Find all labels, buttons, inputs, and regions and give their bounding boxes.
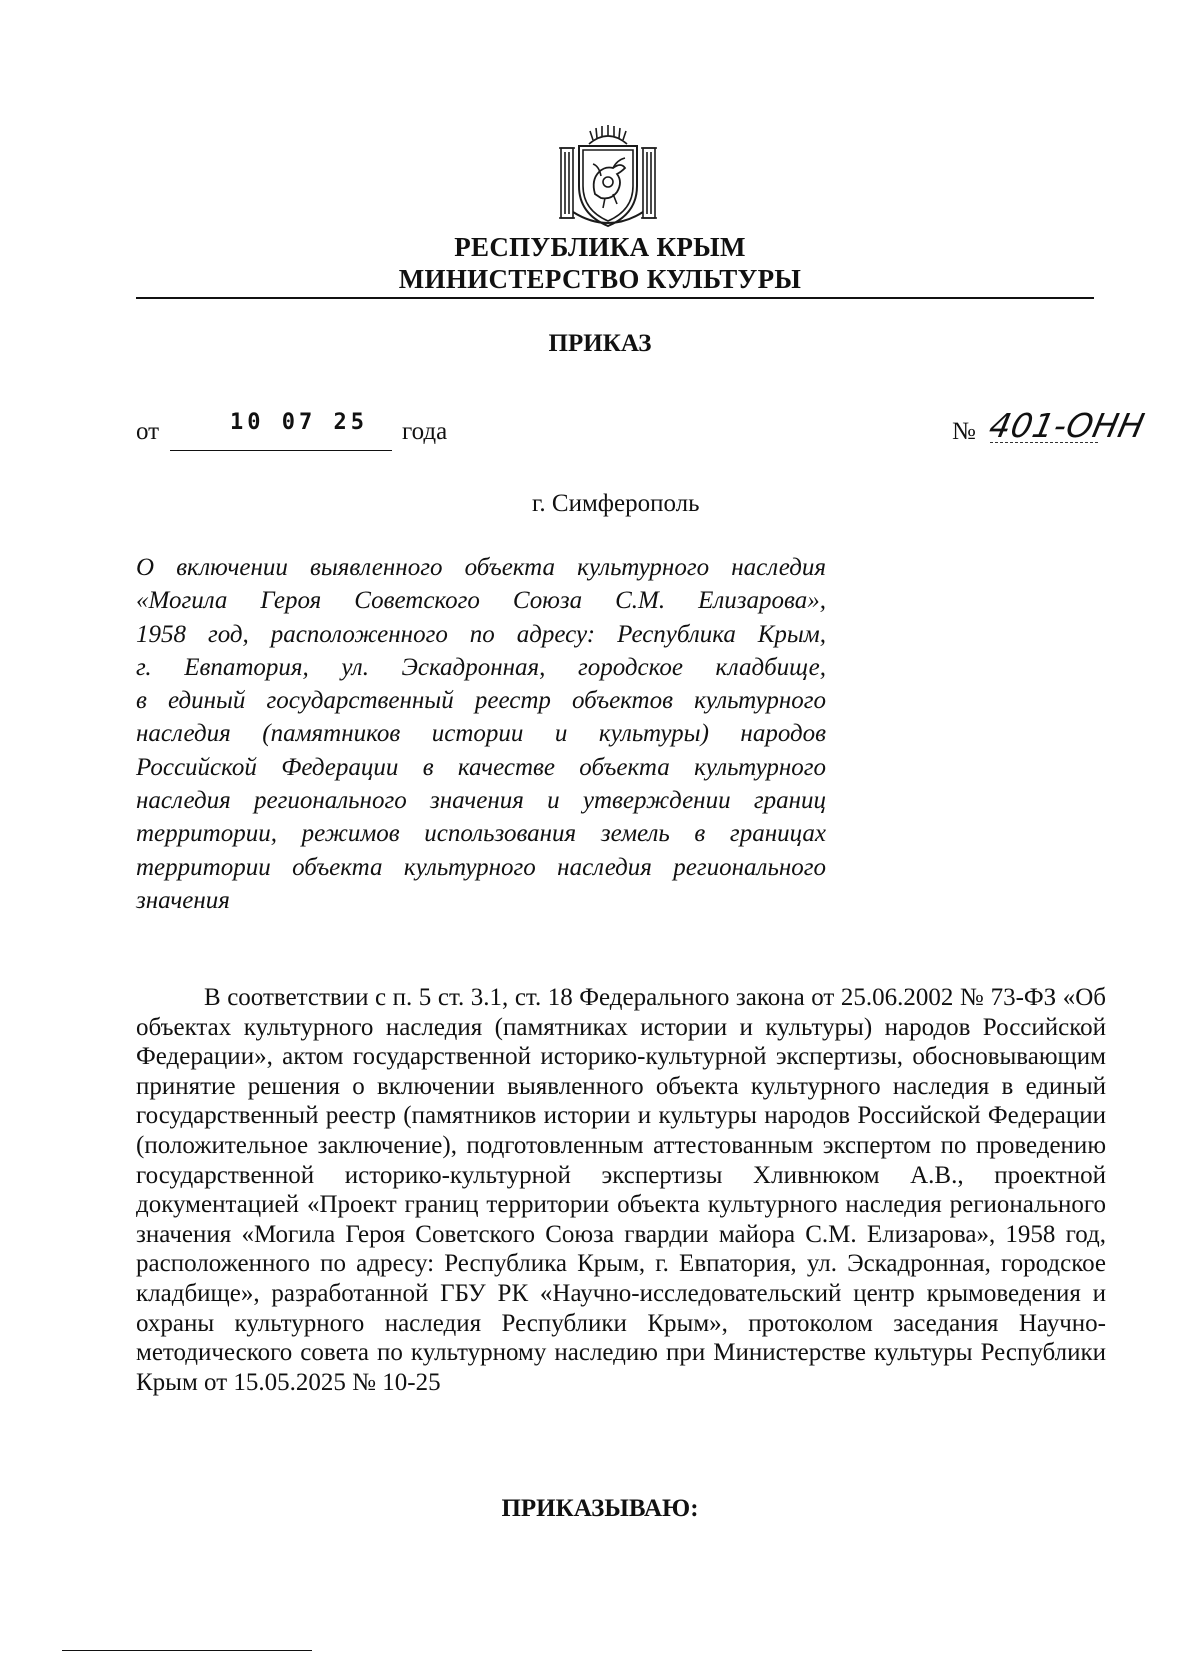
header-ministry: МИНИСТЕРСТВО КУЛЬТУРЫ	[398, 264, 802, 294]
header-divider	[136, 297, 1094, 299]
number-underline	[990, 442, 1098, 443]
date-value: 10 07 25	[230, 410, 368, 435]
subject-line: 1958 год, расположенного по адресу: Республика Крым,	[136, 620, 826, 648]
subject-line: наследия (памятников истории и культуры) народов	[136, 720, 826, 748]
order-subject	[136, 551, 826, 917]
footnote-divider	[62, 1650, 312, 1651]
subject-line: О включении выявленного объекта культурного наследия	[136, 554, 826, 581]
subject-line: в единый государственный реестр объектов культурного	[136, 687, 826, 715]
crimea-coat-of-arms-icon	[555, 122, 661, 232]
document-number: 401-ОНН	[985, 406, 1149, 445]
subject-line: «Могила Героя Советского Союза С.М. Елизарова»,	[136, 587, 826, 615]
preamble-paragraph: В соответствии с п. 5 ст. 3.1, ст. 18 Федерального закона от 25.06.2002 № 73-ФЗ «Об объектах культурного наследия (памятниках истории и культуры) народов Российской Федерации», актом государственной историко-культурной экспертизы, обосновывающим принятие решения о включении выявленного объекта культурного наследия в единый государственный реестр (памятников истории и культуры народов Российской Федерации (положительное заключение), подготовленным аттестованным экспертом по проведению государственной историко-культурной экспертизы Хливнюком А.В., проектной документацией «Проект границ территории объекта культурного наследия регионального значения «Могила Героя Советского Союза гвардии майора С.М. Елизарова», 1958 год, расположенного по адресу: Республика Крым, г. Евпатория, ул. Эскадронная, городское кладбище», разработанной ГБУ РК «Научно-исследовательский центр крымоведения и охраны культурного наследия Республики Крым», протоколом заседания Научно-методического совета по культурному наследию при Министерстве культуры Республики Крым от 15.05.2025 № 10-25	[136, 984, 1106, 1396]
subject-line: территории, режимов использования земель в границах	[136, 820, 826, 848]
subject-line: Российской Федерации в качестве объекта культурного	[136, 753, 826, 781]
city: г. Симферополь	[532, 490, 700, 517]
order-heading: ПРИКАЗЫВАЮ:	[501, 1495, 699, 1522]
date-field	[170, 410, 392, 451]
subject-line: г. Евпатория, ул. Эскадронная, городское кладбище,	[136, 653, 826, 681]
date-prefix: от	[136, 418, 160, 445]
subject-line: наследия регионального значения и утверждении границ	[136, 787, 826, 815]
date-suffix: года	[402, 418, 448, 445]
subject-line: территории объекта культурного наследия регионального	[136, 853, 826, 881]
header-republic: РЕСПУБЛИКА КРЫМ	[454, 232, 746, 262]
subject-line: значения	[136, 886, 230, 914]
document-type-title: ПРИКАЗ	[548, 330, 652, 357]
number-sign: №	[952, 418, 976, 445]
